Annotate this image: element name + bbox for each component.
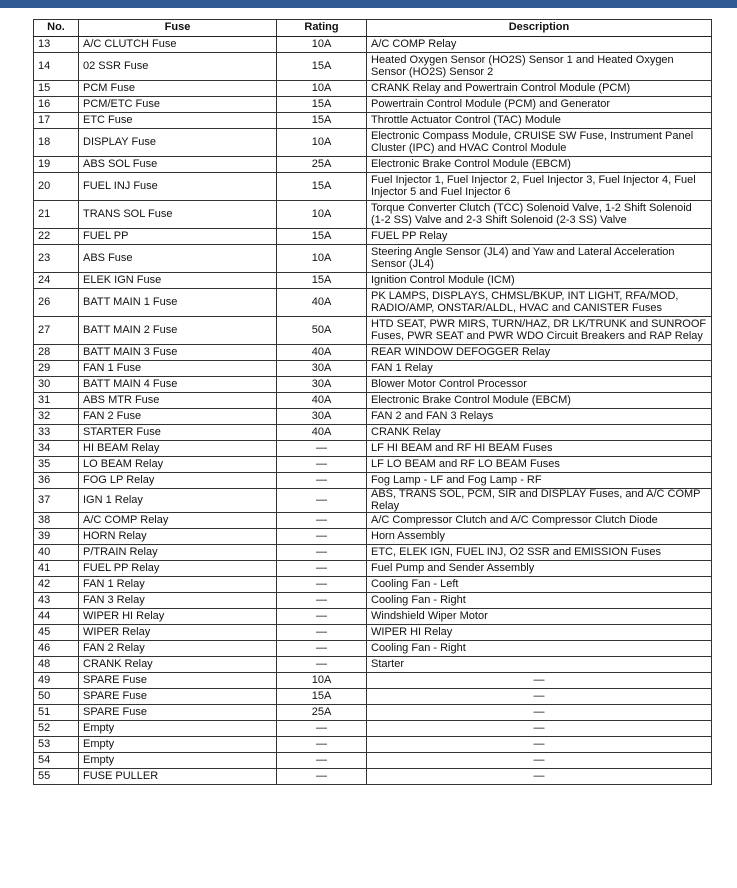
table-row [34,489,712,513]
cell-fuse: ELEK IGN Fuse [79,273,277,289]
cell-description: LF HI BEAM and RF HI BEAM Fuses [367,441,712,457]
cell-fuse: FAN 2 Fuse [79,409,277,425]
table-row [34,37,712,53]
cell-no: 37 [34,489,79,513]
header-description: Description [367,20,712,37]
cell-description: — [367,689,712,705]
cell-no: 22 [34,229,79,245]
cell-rating: — [277,577,367,593]
cell-fuse: A/C COMP Relay [79,513,277,529]
cell-description: CRANK Relay [367,425,712,441]
header-no: No. [34,20,79,37]
cell-rating: 40A [277,345,367,361]
cell-no: 36 [34,473,79,489]
cell-no: 20 [34,173,79,201]
cell-no: 28 [34,345,79,361]
cell-description: Steering Angle Sensor (JL4) and Yaw and Lateral Acceleration Sensor (JL4) [367,245,712,273]
cell-rating: — [277,441,367,457]
fuse-table [33,19,712,785]
cell-no: 35 [34,457,79,473]
cell-fuse: FAN 1 Relay [79,577,277,593]
cell-fuse: TRANS SOL Fuse [79,201,277,229]
cell-fuse: FAN 1 Fuse [79,361,277,377]
table-row [34,317,712,345]
cell-fuse: HORN Relay [79,529,277,545]
cell-description: A/C Compressor Clutch and A/C Compressor Clutch Diode [367,513,712,529]
cell-description: — [367,753,712,769]
cell-rating: 25A [277,157,367,173]
cell-rating: 15A [277,113,367,129]
cell-description: — [367,737,712,753]
cell-rating: 10A [277,673,367,689]
cell-rating: 30A [277,409,367,425]
cell-fuse: FUSE PULLER [79,769,277,785]
cell-fuse: WIPER Relay [79,625,277,641]
cell-rating: 40A [277,425,367,441]
cell-rating: 30A [277,361,367,377]
cell-no: 52 [34,721,79,737]
cell-no: 15 [34,81,79,97]
cell-fuse: STARTER Fuse [79,425,277,441]
cell-fuse: WIPER HI Relay [79,609,277,625]
table-row [34,705,712,721]
table-row [34,529,712,545]
table-row [34,657,712,673]
cell-rating: — [277,657,367,673]
cell-no: 48 [34,657,79,673]
cell-rating: 40A [277,289,367,317]
cell-fuse: SPARE Fuse [79,689,277,705]
cell-no: 24 [34,273,79,289]
table-body [34,37,712,785]
cell-no: 31 [34,393,79,409]
cell-fuse: FAN 3 Relay [79,593,277,609]
cell-no: 40 [34,545,79,561]
table-row [34,361,712,377]
cell-rating: 50A [277,317,367,345]
cell-description: — [367,769,712,785]
cell-no: 26 [34,289,79,317]
table-row [34,201,712,229]
cell-fuse: ABS MTR Fuse [79,393,277,409]
table-row [34,609,712,625]
table-row [34,393,712,409]
table-row [34,441,712,457]
cell-description: REAR WINDOW DEFOGGER Relay [367,345,712,361]
header-fuse: Fuse [79,20,277,37]
table-row [34,129,712,157]
table-row [34,273,712,289]
cell-description: Windshield Wiper Motor [367,609,712,625]
cell-no: 17 [34,113,79,129]
header-rating: Rating [277,20,367,37]
cell-description: ABS, TRANS SOL, PCM, SIR and DISPLAY Fuses, and A/C COMP Relay [367,489,712,513]
cell-rating: 30A [277,377,367,393]
cell-description: Cooling Fan - Left [367,577,712,593]
cell-description: Fog Lamp - LF and Fog Lamp - RF [367,473,712,489]
cell-fuse: FUEL PP Relay [79,561,277,577]
cell-no: 38 [34,513,79,529]
cell-no: 41 [34,561,79,577]
cell-fuse: SPARE Fuse [79,705,277,721]
cell-description: A/C COMP Relay [367,37,712,53]
cell-fuse: Empty [79,753,277,769]
cell-description: Fuel Pump and Sender Assembly [367,561,712,577]
table-row [34,593,712,609]
cell-no: 44 [34,609,79,625]
cell-no: 33 [34,425,79,441]
table-row [34,473,712,489]
cell-rating: 40A [277,393,367,409]
cell-description: Starter [367,657,712,673]
cell-rating: — [277,625,367,641]
table-row [34,113,712,129]
cell-description: — [367,721,712,737]
table-row [34,457,712,473]
cell-no: 14 [34,53,79,81]
cell-fuse: BATT MAIN 3 Fuse [79,345,277,361]
cell-description: FUEL PP Relay [367,229,712,245]
cell-description: — [367,705,712,721]
table-row [34,229,712,245]
table-row [34,561,712,577]
cell-no: 39 [34,529,79,545]
cell-no: 50 [34,689,79,705]
cell-no: 45 [34,625,79,641]
cell-fuse: IGN 1 Relay [79,489,277,513]
cell-description: HTD SEAT, PWR MIRS, TURN/HAZ, DR LK/TRUNK and SUNROOF Fuses, PWR SEAT and PWR WDO Circuit Breakers and RAP Relay [367,317,712,345]
cell-fuse: HI BEAM Relay [79,441,277,457]
cell-description: Cooling Fan - Right [367,641,712,657]
cell-no: 53 [34,737,79,753]
cell-description: CRANK Relay and Powertrain Control Module (PCM) [367,81,712,97]
table-row [34,97,712,113]
cell-no: 34 [34,441,79,457]
cell-no: 51 [34,705,79,721]
cell-rating: 10A [277,201,367,229]
cell-rating: — [277,457,367,473]
table-row [34,737,712,753]
cell-fuse: BATT MAIN 4 Fuse [79,377,277,393]
cell-rating: — [277,593,367,609]
table-row [34,641,712,657]
cell-description: Fuel Injector 1, Fuel Injector 2, Fuel Injector 3, Fuel Injector 4, Fuel Injector 5 and Fuel Injector 6 [367,173,712,201]
cell-fuse: FOG LP Relay [79,473,277,489]
cell-rating: — [277,641,367,657]
cell-fuse: Empty [79,721,277,737]
cell-description: FAN 2 and FAN 3 Relays [367,409,712,425]
table-row [34,545,712,561]
table-row [34,721,712,737]
cell-fuse: Empty [79,737,277,753]
cell-description: Torque Converter Clutch (TCC) Solenoid Valve, 1-2 Shift Solenoid (1-2 SS) Valve and 2-3 Shift Solenoid (2-3 SS) Valve [367,201,712,229]
cell-description: Powertrain Control Module (PCM) and Generator [367,97,712,113]
cell-description: Electronic Compass Module, CRUISE SW Fuse, Instrument Panel Cluster (IPC) and HVAC Control Module [367,129,712,157]
cell-description: — [367,673,712,689]
cell-no: 49 [34,673,79,689]
cell-fuse: DISPLAY Fuse [79,129,277,157]
cell-rating: 10A [277,81,367,97]
cell-fuse: ABS SOL Fuse [79,157,277,173]
cell-rating: — [277,473,367,489]
cell-rating: 15A [277,229,367,245]
table-row [34,577,712,593]
cell-rating: — [277,737,367,753]
table-row [34,513,712,529]
table-row [34,409,712,425]
table-row [34,689,712,705]
table-row [34,377,712,393]
table-row [34,81,712,97]
cell-rating: — [277,489,367,513]
table-row [34,345,712,361]
table-row [34,753,712,769]
cell-rating: 15A [277,273,367,289]
cell-rating: — [277,609,367,625]
table-header [34,20,712,37]
cell-fuse: ABS Fuse [79,245,277,273]
cell-rating: — [277,545,367,561]
cell-description: ETC, ELEK IGN, FUEL INJ, O2 SSR and EMISSION Fuses [367,545,712,561]
cell-rating: — [277,721,367,737]
cell-rating: — [277,529,367,545]
cell-no: 21 [34,201,79,229]
cell-description: Throttle Actuator Control (TAC) Module [367,113,712,129]
cell-no: 42 [34,577,79,593]
cell-rating: 10A [277,129,367,157]
cell-fuse: A/C CLUTCH Fuse [79,37,277,53]
cell-no: 29 [34,361,79,377]
table-row [34,289,712,317]
cell-no: 16 [34,97,79,113]
cell-fuse: FUEL INJ Fuse [79,173,277,201]
cell-fuse: FUEL PP [79,229,277,245]
cell-description: Electronic Brake Control Module (EBCM) [367,157,712,173]
cell-description: Cooling Fan - Right [367,593,712,609]
cell-no: 19 [34,157,79,173]
cell-rating: — [277,753,367,769]
cell-no: 18 [34,129,79,157]
cell-description: FAN 1 Relay [367,361,712,377]
table-row [34,625,712,641]
cell-fuse: P/TRAIN Relay [79,545,277,561]
cell-rating: 25A [277,705,367,721]
cell-description: Ignition Control Module (ICM) [367,273,712,289]
cell-description: LF LO BEAM and RF LO BEAM Fuses [367,457,712,473]
cell-fuse: ETC Fuse [79,113,277,129]
table-row [34,769,712,785]
cell-fuse: BATT MAIN 2 Fuse [79,317,277,345]
cell-no: 23 [34,245,79,273]
table-row [34,173,712,201]
table-row [34,425,712,441]
cell-no: 46 [34,641,79,657]
cell-rating: — [277,561,367,577]
cell-description: Horn Assembly [367,529,712,545]
cell-description: Heated Oxygen Sensor (HO2S) Sensor 1 and Heated Oxygen Sensor (HO2S) Sensor 2 [367,53,712,81]
cell-no: 54 [34,753,79,769]
cell-rating: 15A [277,53,367,81]
cell-fuse: LO BEAM Relay [79,457,277,473]
table-row [34,53,712,81]
cell-rating: — [277,769,367,785]
cell-no: 13 [34,37,79,53]
cell-no: 30 [34,377,79,393]
cell-fuse: BATT MAIN 1 Fuse [79,289,277,317]
cell-description: PK LAMPS, DISPLAYS, CHMSL/BKUP, INT LIGHT, RFA/MOD, RADIO/AMP, ONSTAR/ALDL, HVAC and CANISTER Fuses [367,289,712,317]
cell-description: Electronic Brake Control Module (EBCM) [367,393,712,409]
cell-description: WIPER HI Relay [367,625,712,641]
cell-no: 55 [34,769,79,785]
cell-rating: 10A [277,37,367,53]
cell-fuse: FAN 2 Relay [79,641,277,657]
top-border-bar [0,0,737,8]
cell-fuse: PCM/ETC Fuse [79,97,277,113]
cell-no: 27 [34,317,79,345]
cell-no: 32 [34,409,79,425]
cell-fuse: SPARE Fuse [79,673,277,689]
cell-rating: 15A [277,689,367,705]
cell-fuse: 02 SSR Fuse [79,53,277,81]
cell-no: 43 [34,593,79,609]
cell-rating: 10A [277,245,367,273]
table-row [34,157,712,173]
cell-rating: 15A [277,97,367,113]
cell-rating: 15A [277,173,367,201]
cell-rating: — [277,513,367,529]
table-row [34,245,712,273]
table-row [34,673,712,689]
cell-description: Blower Motor Control Processor [367,377,712,393]
cell-fuse: CRANK Relay [79,657,277,673]
cell-fuse: PCM Fuse [79,81,277,97]
